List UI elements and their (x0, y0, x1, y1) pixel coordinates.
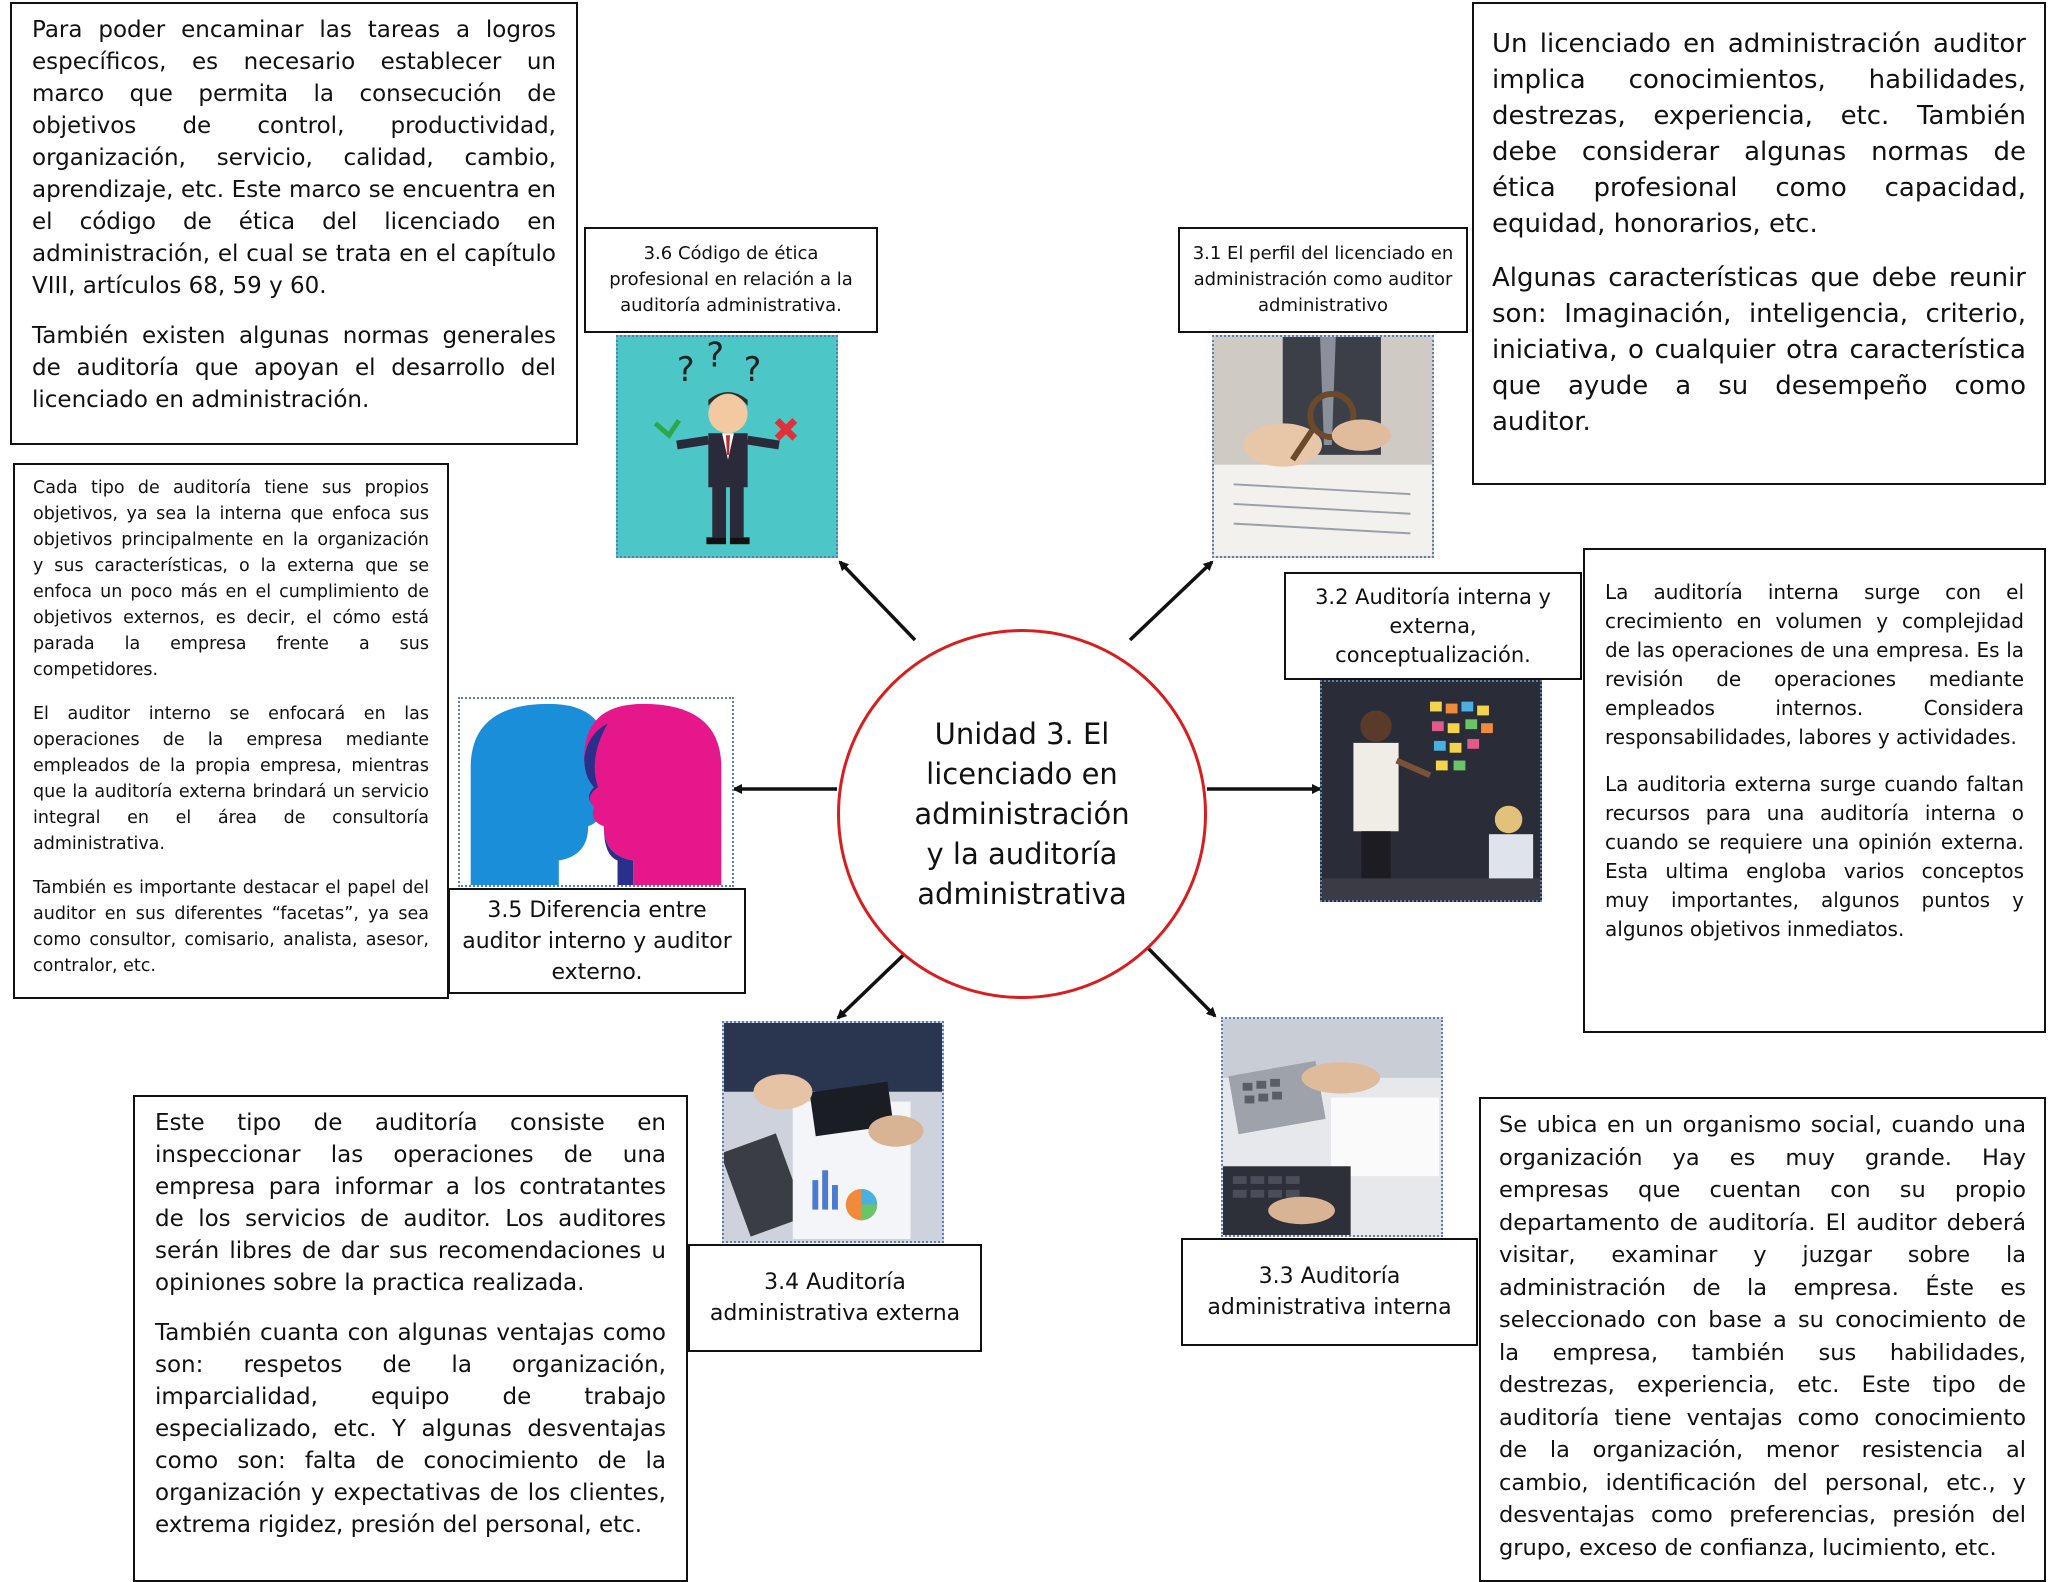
central-topic-circle (837, 629, 1207, 999)
description-3-6-paragraph: También existen algunas normas generales de auditoría que apoyan el desarrollo del licenciado en administración. (32, 323, 556, 413)
description-3-3 (1479, 1097, 2046, 1582)
magnifying-glass-document-photo (1212, 335, 1434, 558)
topic-label-3-3 (1181, 1238, 1478, 1346)
description-3-3-paragraph: Se ubica en un organismo social, cuando una organización ya es muy grande. Hay empresas que cuentan con su propio departamento de auditoría. El auditor deberá visitar, examinar y juzgar sobre la administración de la empresa. Éste es seleccionado con base a su conocimiento de la empresa, también sus habilidades, destrezas, experiencia, etc. Este tipo de auditoría tiene ventajas como conocimiento de la organización, menor resistencia al cambio, identificación del personal, etc., y desventajas como preferencias, presión del grupo, exceso de confianza, lucimiento, etc. (1499, 1112, 2026, 1561)
description-3-4-paragraph: Este tipo de auditoría consiste en inspeccionar las operaciones de una empresa para informar a los contratantes de los servicios de auditor. Los auditores serán libres de dar sus recomendaciones u opiniones sobre la practica realizada. (155, 1110, 666, 1296)
description-3-6 (10, 2, 578, 445)
two-head-profiles-illustration (458, 697, 734, 887)
topic-label-3-1-text: 3.1 El perfil del licenciado en administración como auditor administrativo (1192, 243, 1454, 316)
topic-label-3-2-text: 3.2 Auditoría interna y externa, conceptualización. (1315, 584, 1551, 667)
description-3-2 (1583, 548, 2046, 1033)
description-3-1 (1472, 2, 2046, 485)
presentation-board-meeting-photo (1320, 680, 1542, 902)
topic-label-3-5-text: 3.5 Diferencia entre auditor interno y auditor externo. (462, 897, 732, 985)
topic-label-3-1 (1178, 227, 1468, 333)
calculator-laptop-paperwork-photo (1221, 1017, 1443, 1237)
svg-text:?: ? (706, 337, 725, 375)
arrow-to-3-6 (840, 562, 915, 640)
topic-label-3-2 (1284, 572, 1582, 680)
svg-text:?: ? (676, 350, 695, 390)
description-3-2-paragraph: La auditoría interna surge con el crecimiento en volumen y complejidad de las operaciones de una empresa. Es la revisión de operaciones mediante empleados internos. Considera responsabilidades, labores y actividades. (1605, 580, 2024, 749)
arrow-to-3-3 (1140, 940, 1215, 1016)
description-3-4-paragraph: También cuanta con algunas ventajas como son: respetos de la organización, imparcialidad, equipo de trabajo especializado, etc. Y algunas desventajas como son: falta de conocimiento de la organización y expectativas de los clientes, extrema rigidez, presión del personal, etc. (155, 1320, 666, 1538)
description-3-2-paragraph: La auditoria externa surge cuando faltan recursos para una auditoría interna o cuando se requiere una opinión externa. Esta ultima engloba varios conceptos muy importantes, algunos puntos y algunos objetivos inmediatos. (1605, 772, 2024, 941)
topic-label-3-4 (688, 1244, 982, 1352)
topic-label-3-3-text: 3.3 Auditoría administrativa interna (1207, 1264, 1452, 1320)
business-charts-tablet-photo (722, 1021, 944, 1243)
confused-businessman-illustration (616, 335, 838, 558)
arrow-to-3-1 (1130, 562, 1212, 640)
description-3-5 (13, 463, 449, 999)
description-3-5-paragraph: Cada tipo de auditoría tiene sus propios objetivos, ya sea la interna que enfoca sus objetivos principalmente en la organización y sus características, o la externa que se enfoca un poco más en el cumplimiento de objetivos externos, es decir, el cómo está parada la empresa frente a sus competidores. (33, 478, 429, 680)
topic-label-3-6 (584, 227, 878, 333)
topic-label-3-5 (448, 888, 746, 994)
description-3-5-paragraph: El auditor interno se enfocará en las operaciones de la empresa mediante empleados de la propia empresa, mientras que la auditoría externa brindará un servicio integral en el área de consultoría administrativa. (33, 704, 429, 854)
description-3-6-paragraph: Para poder encaminar las tareas a logros específicos, es necesario establecer un marco que permita la consecución de objetivos de control, productividad, organización, servicio, calidad, cambio, aprendizaje, etc. Este marco se encuentra en el código de ética del licenciado en administración, el cual se trata en el capítulo VIII, artículos 68, 59 y 60. (32, 17, 556, 299)
svg-text:?: ? (743, 350, 762, 390)
central-topic-title: Unidad 3. El licenciado en administración y la auditoría administrativa (914, 717, 1130, 911)
description-3-5-paragraph: También es importante destacar el papel del auditor en sus diferentes “facetas”, ya sea como consultor, comisario, analista, asesor, contralor, etc. (33, 878, 429, 976)
description-3-1-paragraph: Algunas características que debe reunir son: Imaginación, inteligencia, criterio, iniciativa, o cualquier otra característica que ayude a su desempeño como auditor. (1492, 263, 2026, 437)
description-3-1-paragraph: Un licenciado en administración auditor implica conocimientos, habilidades, destrezas, experiencia, etc. También debe considerar algunas normas de ética profesional como capacidad, equidad, honorarios, etc. (1492, 29, 2026, 239)
description-3-4 (133, 1095, 688, 1582)
topic-label-3-6-text: 3.6 Código de ética profesional en relación a la auditoría administrativa. (609, 243, 853, 316)
topic-label-3-4-text: 3.4 Auditoría administrativa externa (709, 1270, 961, 1326)
